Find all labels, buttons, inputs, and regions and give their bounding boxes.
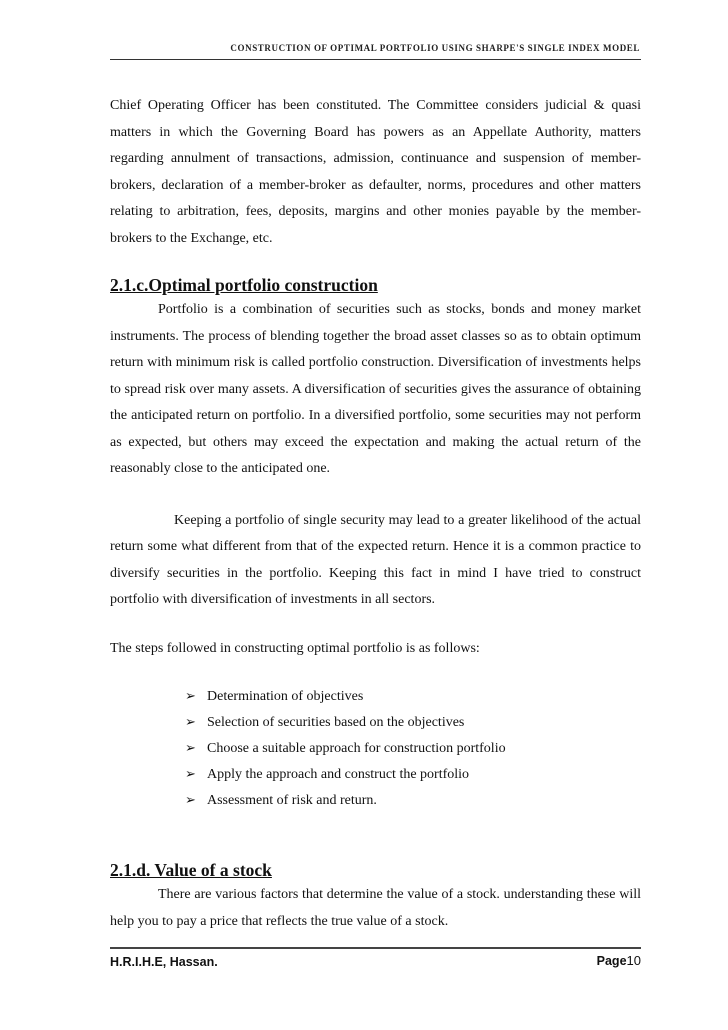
section-c-paragraph-2: Keeping a portfolio of single security may lead to a greater likelihood of the actual return some what different from that of the expected return. Hence it is a common practice to diversify securities in the portfolio. Keeping this fact in mind I have tried to construct portfolio with diversification of investments in all sectors. <box>110 512 641 607</box>
page-label: Page <box>596 954 627 968</box>
header-divider <box>110 59 641 60</box>
step-text: Determination of objectives <box>207 689 364 704</box>
arrow-bullet-icon: ➢ <box>185 715 196 730</box>
section-d-paragraph-1: There are various factors that determine the value of a stock. understanding these will help you to pay a price that reflects the true value of a stock. <box>110 887 641 929</box>
footer-page-number <box>597 953 641 968</box>
page-number: 10 <box>626 953 641 968</box>
section-c-heading: 2.1.c.Optimal portfolio construction <box>110 275 378 295</box>
arrow-bullet-icon: ➢ <box>185 741 196 756</box>
arrow-bullet-icon: ➢ <box>185 689 196 704</box>
list-item <box>185 788 641 814</box>
page-body <box>110 93 641 935</box>
list-item <box>185 710 641 736</box>
list-item <box>185 684 641 710</box>
footer-institution: H.R.I.H.E, Hassan. <box>110 955 218 969</box>
footer-divider <box>110 947 641 949</box>
section-d-heading: 2.1.d. Value of a stock <box>110 860 272 880</box>
step-text: Apply the approach and construct the portfolio <box>207 767 470 782</box>
intro-paragraph: Chief Operating Officer has been constituted. The Committee considers judicial & quasi matters in which the Governing Board has powers as an Appellate Authority, matters regarding annulment of transactions, admission, continuance and suspension of member-brokers, declaration of a member-broker as defaulter, norms, procedures and other matters relating to arbitration, fees, deposits, margins and other monies payable by the member-brokers to the Exchange, etc. <box>110 98 641 246</box>
steps-list <box>185 684 641 814</box>
arrow-bullet-icon: ➢ <box>185 767 196 782</box>
arrow-bullet-icon: ➢ <box>185 793 196 808</box>
section-c-paragraph-1: Portfolio is a combination of securities such as stocks, bonds and money market instruments. The process of blending together the broad asset classes so as to obtain optimum return with minimum risk is called portfolio construction. Diversification of investments helps to spread risk over many assets. A diversification of securities gives the assurance of obtaining the anticipated return on portfolio. In a diversified portfolio, some securities may not perform as expected, but others may exceed the expectation and making the actual return of the reasonably close to the anticipated one. <box>110 302 641 476</box>
step-text: Choose a suitable approach for construction portfolio <box>207 741 506 756</box>
list-item <box>185 762 641 788</box>
steps-intro: The steps followed in constructing optimal portfolio is as follows: <box>110 640 480 656</box>
list-item <box>185 736 641 762</box>
step-text: Selection of securities based on the objectives <box>207 715 465 730</box>
running-header: CONSTRUCTION OF OPTIMAL PORTFOLIO USING SHARPE'S SINGLE INDEX MODEL <box>230 43 640 53</box>
step-text: Assessment of risk and return. <box>207 793 377 808</box>
